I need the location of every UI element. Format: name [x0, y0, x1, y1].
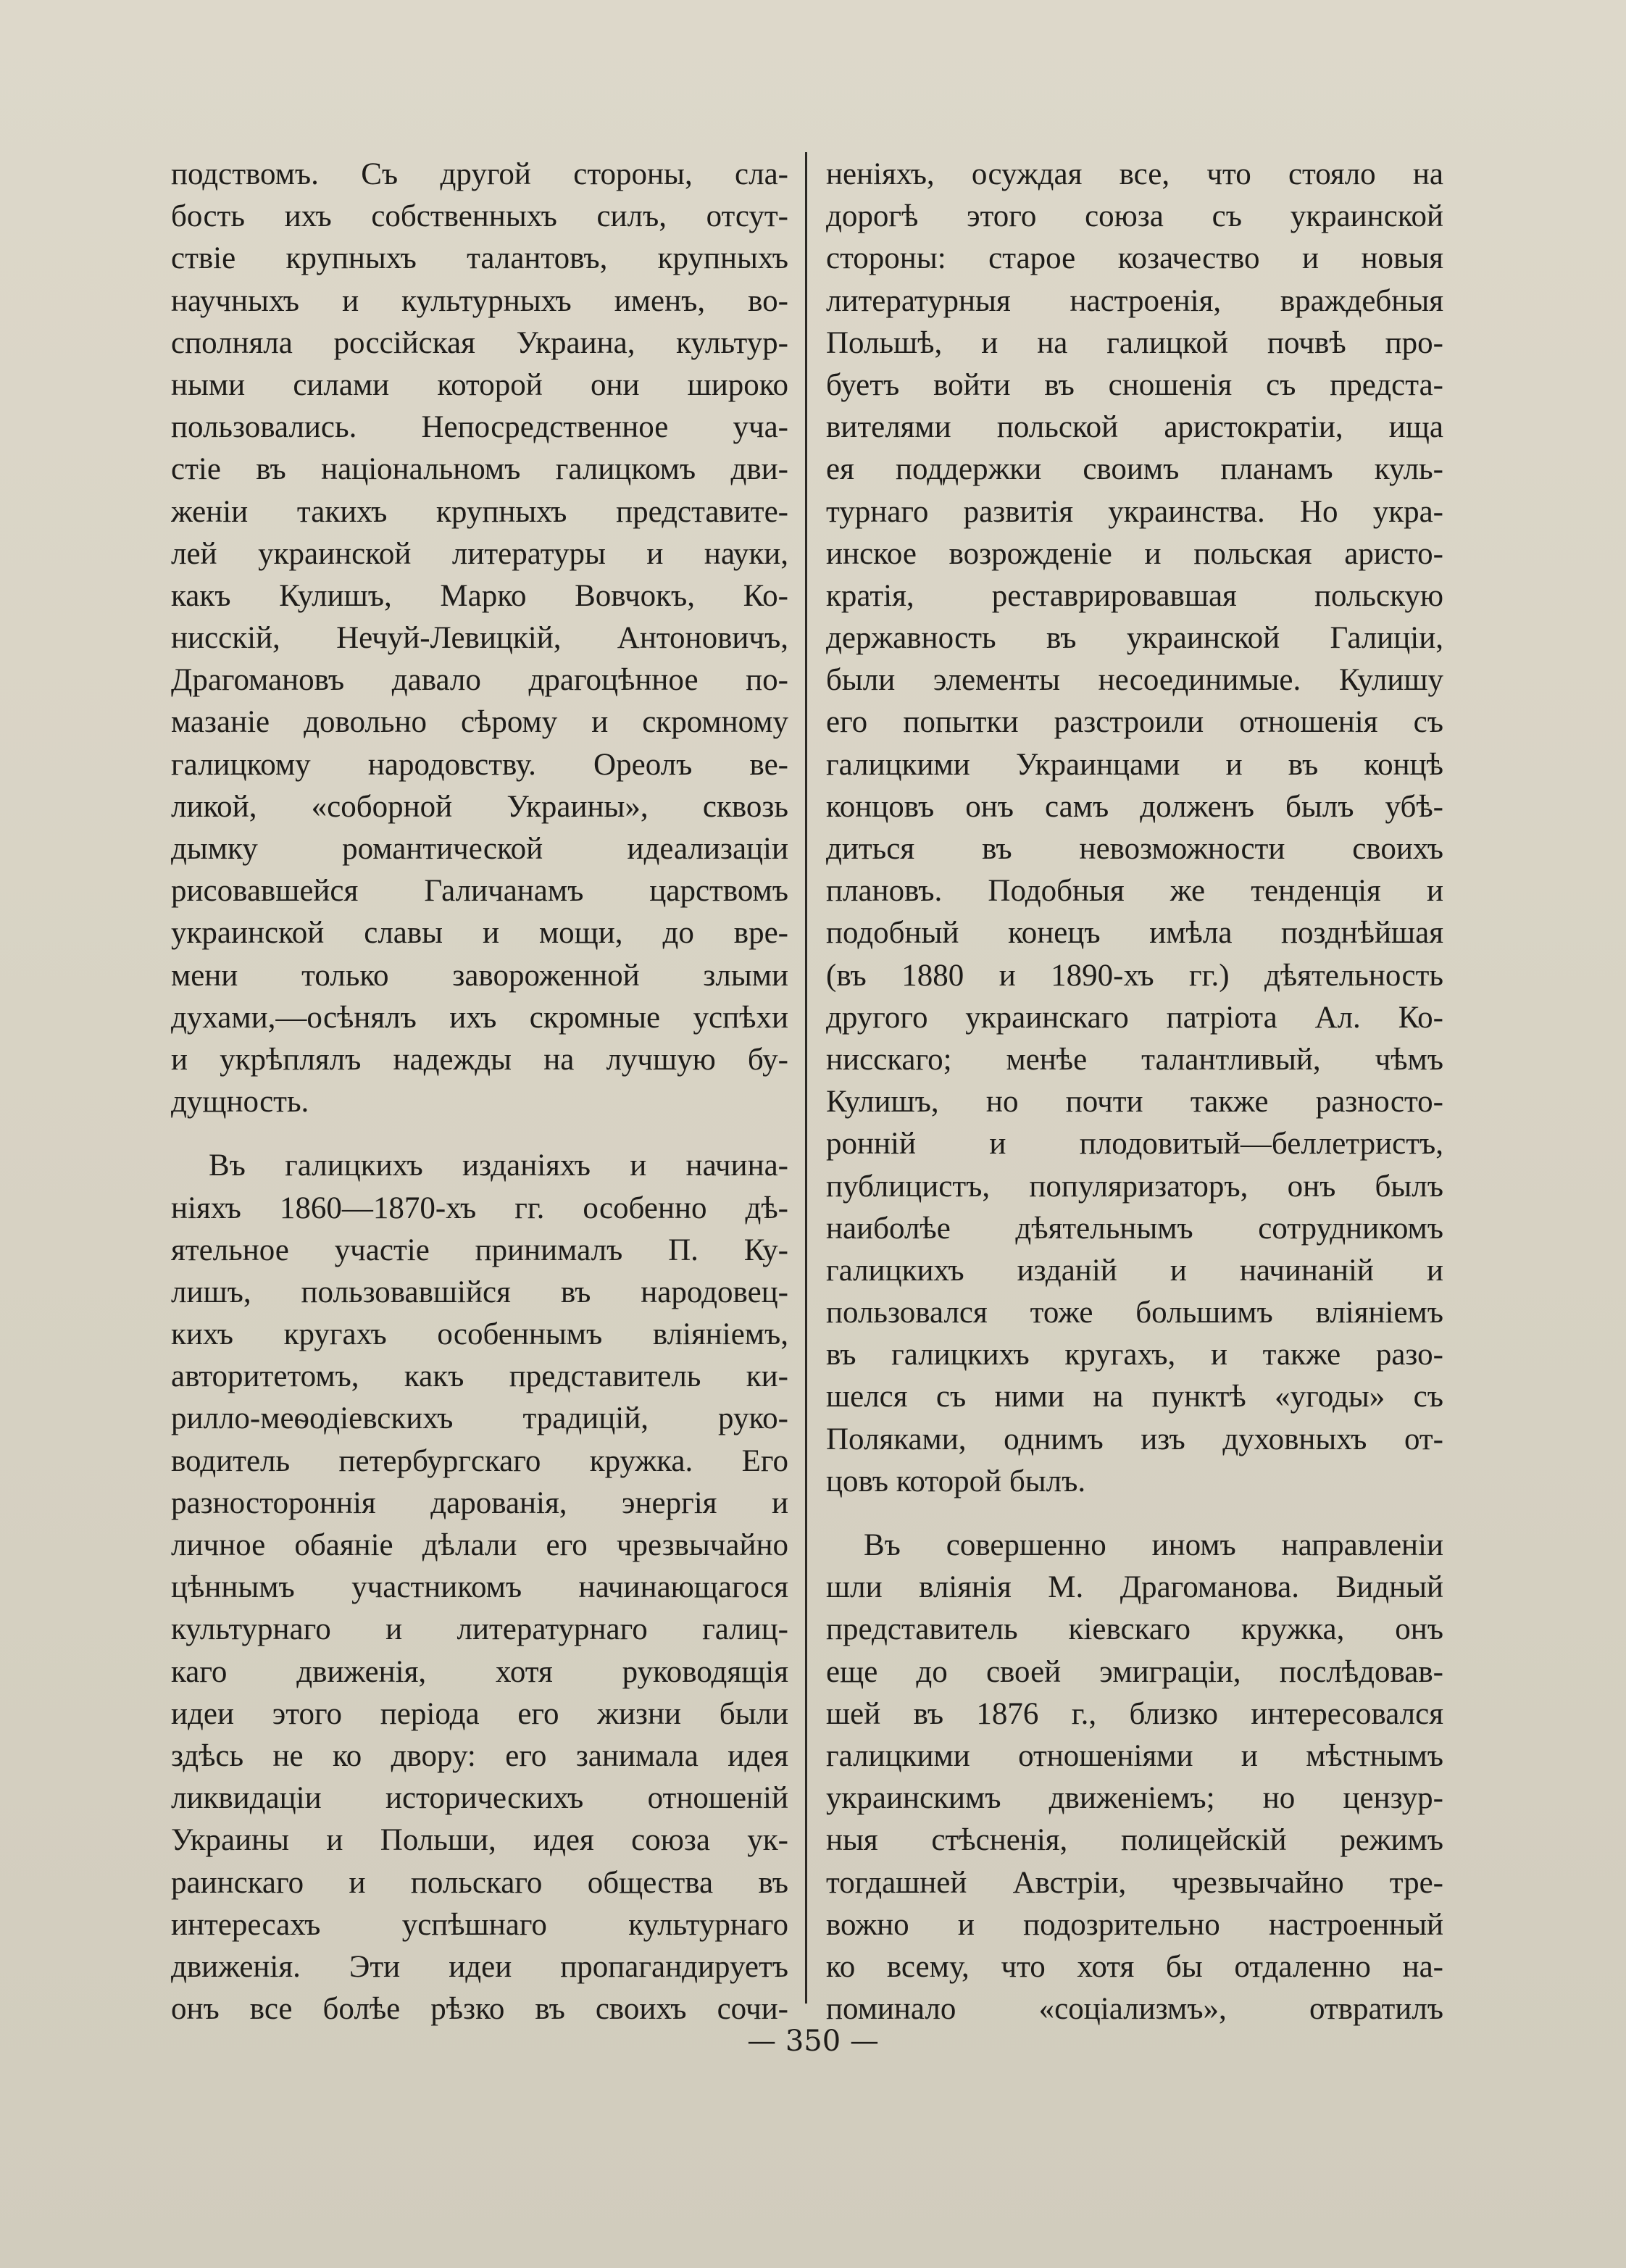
text-line: украинской славы и мощи, до вре- [171, 916, 788, 951]
text-line: литературныя настроенія, враждебныя [826, 283, 1443, 318]
text-line: идеи этого періода его жизни были [171, 1696, 788, 1731]
text-line: плановъ. Подобныя же тенденція и [826, 874, 1443, 909]
text-line: Польшѣ, и на галицкой почвѣ про- [826, 325, 1443, 360]
text-line: тогдашней Австріи, чрезвычайно тре- [826, 1865, 1443, 1900]
text-line: ныя стѣсненія, полицейскій режимъ [826, 1823, 1443, 1858]
text-line: водитель петербургскаго кружка. Его [171, 1443, 788, 1478]
page-number: — 350 — [747, 2025, 879, 2058]
text-line: Въ галицкихъ изданіяхъ и начина- [209, 1148, 788, 1183]
text-line: стороны: старое козачество и новыя [826, 241, 1443, 276]
text-line: еще до своей эмиграціи, послѣдовав- [826, 1654, 1443, 1689]
text-line: галицкими отношеніями и мѣстнымъ [826, 1738, 1443, 1773]
text-line: инское возрожденіе и польская аристо- [826, 536, 1443, 571]
text-line: ко всему, что хотя бы отдаленно на- [826, 1949, 1443, 1984]
text-line: женіи такихъ крупныхъ представите- [171, 494, 788, 529]
text-line: ликвидаціи историческихъ отношеній [171, 1781, 788, 1816]
text-line: въ галицкихъ кругахъ, и также разо- [826, 1338, 1443, 1372]
text-line: галицкихъ изданій и начинаній и [826, 1253, 1443, 1288]
text-line: Въ совершенно иномъ направленіи [864, 1528, 1443, 1562]
text-line: стіе въ національномъ галицкомъ дви- [171, 452, 788, 487]
text-line: и укрѣплялъ надежды на лучшую бу- [171, 1042, 788, 1077]
text-line: шей въ 1876 г., близко интересовался [826, 1696, 1443, 1731]
text-line: онъ все болѣе рѣзко въ своихъ сочи- [171, 1992, 788, 2027]
text-line: лей украинской литературы и науки, [171, 536, 788, 571]
text-line: какъ Кулишъ, Марко Вовчокъ, Ко- [171, 578, 788, 613]
text-line: турнаго развитія украинства. Но укра- [826, 494, 1443, 529]
text-line: концовъ онъ самъ долженъ былъ убѣ- [826, 789, 1443, 824]
text-line: движенія. Эти идеи пропагандируетъ [171, 1949, 788, 1984]
text-line: цѣннымъ участникомъ начинающагося [171, 1570, 788, 1605]
text-line: кихъ кругахъ особеннымъ вліяніемъ, [171, 1317, 788, 1352]
text-line: личное обаяніе дѣлали его чрезвычайно [171, 1528, 788, 1562]
text-line: неніяхъ, осуждая все, что стояло на [826, 157, 1443, 191]
text-line: ликой, «соборной Украины», сквозь [171, 789, 788, 824]
text-line: бость ихъ собственныхъ силъ, отсут- [171, 199, 788, 234]
text-line: мазаніе довольно сѣрому и скромному [171, 705, 788, 740]
text-line: подобный конецъ имѣла позднѣйшая [826, 916, 1443, 951]
text-line: галицкому народовству. Ореолъ ве- [171, 747, 788, 782]
text-line: подствомъ. Съ другой стороны, сла- [171, 157, 788, 191]
column-divider [805, 152, 807, 2004]
text-line: здѣсь не ко двору: его занимала идея [171, 1738, 788, 1773]
paragraph-gap [826, 1503, 1443, 1525]
text-line: культурнаго и литературнаго галиц- [171, 1612, 788, 1647]
left-text-column [171, 154, 788, 2030]
text-line: разностороннія дарованія, энергія и [171, 1485, 788, 1520]
text-line: рисовавшейся Галичанамъ царствомъ [171, 874, 788, 909]
text-line: Украины и Польши, идея союза ук- [171, 1823, 788, 1858]
text-line: каго движенія, хотя руководящія [171, 1654, 788, 1689]
text-line: авторитетомъ, какъ представитель ки- [171, 1359, 788, 1394]
text-line: рилло-меѳодіевскихъ традицій, руко- [171, 1401, 788, 1436]
text-line: ными силами которой они широко [171, 367, 788, 402]
text-line: другого украинскаго патріота Ал. Ко- [826, 1000, 1443, 1035]
text-line: кратія, реставрировавшая польскую [826, 578, 1443, 613]
text-line: державность въ украинской Галиціи, [826, 621, 1443, 656]
text-line: ствіе крупныхъ талантовъ, крупныхъ [171, 241, 788, 276]
text-line: мени только завороженной злыми [171, 958, 788, 993]
text-line: дымку романтической идеализаціи [171, 832, 788, 866]
text-line: сполняла россійская Украина, культур- [171, 325, 788, 360]
text-line: вителями польской аристократіи, ища [826, 410, 1443, 445]
text-line: вожно и подозрительно настроенный [826, 1907, 1443, 1942]
text-line: нисскій, Нечуй-Левицкій, Антоновичъ, [171, 621, 788, 656]
text-line: лишъ, пользовавшійся въ народовец- [171, 1275, 788, 1309]
text-line: раинскаго и польскаго общества въ [171, 1865, 788, 1900]
text-line: Кулишъ, но почти также разносто- [826, 1085, 1443, 1120]
text-line: Поляками, однимъ изъ духовныхъ от- [826, 1422, 1443, 1456]
text-line: диться въ невозможности своихъ [826, 832, 1443, 866]
paragraph-gap [171, 1123, 788, 1145]
text-line: ея поддержки своимъ планамъ куль- [826, 452, 1443, 487]
text-line: пользовался тоже большимъ вліяніемъ [826, 1296, 1443, 1330]
text-line: цовъ которой былъ. [826, 1464, 1086, 1498]
text-line: поминало «соціализмъ», отвратилъ [826, 1992, 1443, 2027]
right-text-column [826, 154, 1443, 2030]
text-line: интересахъ успѣшнаго культурнаго [171, 1907, 788, 1942]
text-line: Драгомановъ давало драгоцѣнное по- [171, 663, 788, 698]
text-line: украинскимъ движеніемъ; но цензур- [826, 1781, 1443, 1816]
text-line: ронній и плодовитый—беллетристъ, [826, 1127, 1443, 1162]
text-line: его попытки разстроили отношенія съ [826, 705, 1443, 740]
text-line: ятельное участіе принималъ П. Ку- [171, 1233, 788, 1267]
text-line: (въ 1880 и 1890-хъ гг.) дѣятельность [826, 958, 1443, 993]
text-line: шелся съ ними на пунктѣ «угоды» съ [826, 1380, 1443, 1414]
text-line: публицистъ, популяризаторъ, онъ былъ [826, 1169, 1443, 1204]
text-line: галицкими Украинцами и въ концѣ [826, 747, 1443, 782]
text-line: пользовались. Непосредственное уча- [171, 410, 788, 445]
text-line: дорогѣ этого союза съ украинской [826, 199, 1443, 234]
text-line: представитель кіевскаго кружка, онъ [826, 1612, 1443, 1647]
text-line: были элементы несоединимые. Кулишу [826, 663, 1443, 698]
text-line: наиболѣе дѣятельнымъ сотрудникомъ [826, 1211, 1443, 1246]
text-line: научныхъ и культурныхъ именъ, во- [171, 283, 788, 318]
text-line: шли вліянія М. Драгоманова. Видный [826, 1570, 1443, 1605]
text-line: нисскаго; менѣе талантливый, чѣмъ [826, 1042, 1443, 1077]
text-line: ніяхъ 1860—1870-хъ гг. особенно дѣ- [171, 1191, 788, 1225]
text-line: буетъ войти въ сношенія съ предста- [826, 367, 1443, 402]
text-line: дущность. [171, 1085, 309, 1120]
text-line: духами,—осѣнялъ ихъ скромные успѣхи [171, 1000, 788, 1035]
